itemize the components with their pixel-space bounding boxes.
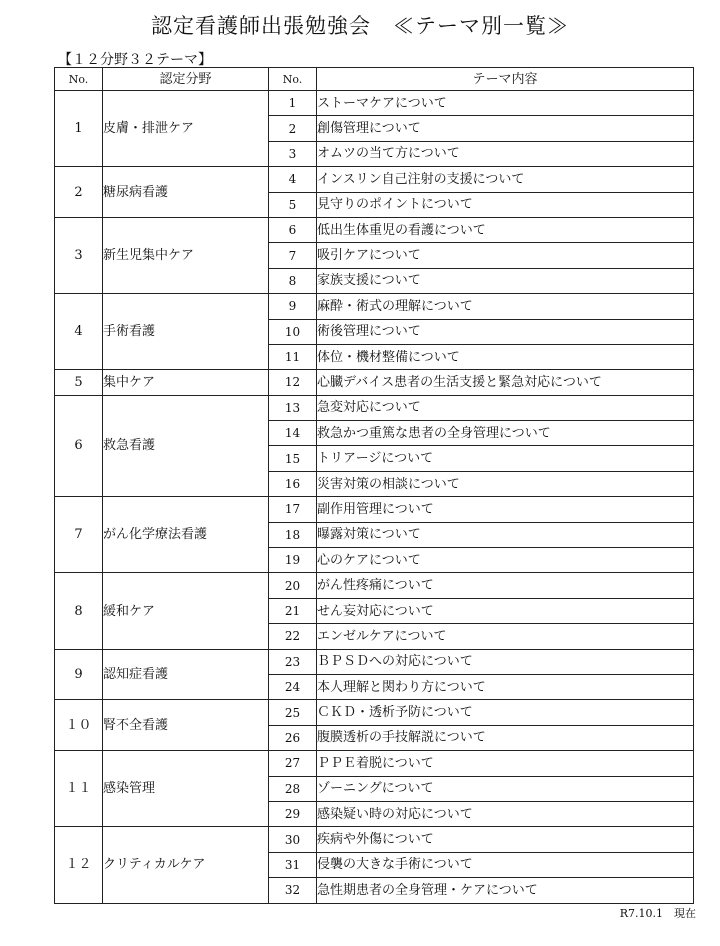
theme-content: 本人理解と関わり方について [317, 674, 694, 699]
theme-content: インスリン自己注射の支援について [317, 167, 694, 192]
theme-number: 12 [269, 370, 317, 395]
theme-content: 見守りのポイントについて [317, 192, 694, 217]
theme-number: 15 [269, 446, 317, 471]
theme-content: 曝露対策について [317, 522, 694, 547]
theme-content: 侵襲の大きな手術について [317, 852, 694, 877]
theme-content: 急変対応について [317, 395, 694, 420]
theme-content: 体位・機材整備について [317, 344, 694, 369]
column-header-theme: テーマ内容 [317, 68, 694, 91]
field-name: 集中ケア [103, 370, 269, 395]
theme-number: 5 [269, 192, 317, 217]
theme-number: 1 [269, 91, 317, 116]
theme-number: 19 [269, 548, 317, 573]
theme-number: 7 [269, 243, 317, 268]
theme-number: 6 [269, 217, 317, 242]
theme-content: ＣＫＤ・透析予防について [317, 700, 694, 725]
field-name: 皮膚・排泄ケア [103, 91, 269, 167]
theme-content: オムツの当て方について [317, 141, 694, 166]
theme-content: 心臓デバイス患者の生活支援と緊急対応について [317, 370, 694, 395]
field-name: 手術看護 [103, 294, 269, 370]
table-header-row [55, 68, 694, 91]
theme-content: 腹膜透析の手技解説について [317, 725, 694, 750]
field-number: 6 [55, 395, 103, 497]
theme-number: 28 [269, 776, 317, 801]
field-name: 救急看護 [103, 395, 269, 497]
theme-content: ＰＰＥ着脱について [317, 751, 694, 776]
theme-content: エンゼルケアについて [317, 624, 694, 649]
theme-number: 30 [269, 827, 317, 852]
field-number: １０ [55, 700, 103, 751]
theme-number: 26 [269, 725, 317, 750]
theme-content: 麻酔・術式の理解について [317, 294, 694, 319]
table-body [55, 91, 694, 904]
field-number: １１ [55, 751, 103, 827]
theme-number: 24 [269, 674, 317, 699]
theme-number: 13 [269, 395, 317, 420]
field-number: 7 [55, 497, 103, 573]
table-row [55, 649, 694, 674]
theme-number: 3 [269, 141, 317, 166]
theme-content: 心のケアについて [317, 548, 694, 573]
field-number: 2 [55, 167, 103, 218]
theme-content: がん性疼痛について [317, 573, 694, 598]
theme-content: 吸引ケアについて [317, 243, 694, 268]
theme-number: 9 [269, 294, 317, 319]
theme-number: 11 [269, 344, 317, 369]
column-header-field: 認定分野 [103, 68, 269, 91]
theme-content: ストーマケアについて [317, 91, 694, 116]
theme-number: 8 [269, 268, 317, 293]
table-row [55, 91, 694, 116]
field-name: がん化学療法看護 [103, 497, 269, 573]
theme-number: 32 [269, 878, 317, 903]
theme-number: 22 [269, 624, 317, 649]
theme-content: 疾病や外傷について [317, 827, 694, 852]
theme-number: 10 [269, 319, 317, 344]
theme-number: 2 [269, 116, 317, 141]
theme-content: 術後管理について [317, 319, 694, 344]
theme-number: 23 [269, 649, 317, 674]
field-name: クリティカルケア [103, 827, 269, 903]
field-number: 9 [55, 649, 103, 700]
theme-content: 創傷管理について [317, 116, 694, 141]
field-number: 3 [55, 217, 103, 293]
theme-content: トリアージについて [317, 446, 694, 471]
field-name: 腎不全看護 [103, 700, 269, 751]
theme-number: 18 [269, 522, 317, 547]
field-number: 8 [55, 573, 103, 649]
theme-content: ゾーニングについて [317, 776, 694, 801]
column-header-no: No. [55, 68, 103, 91]
field-number: 1 [55, 91, 103, 167]
table-row [55, 370, 694, 395]
table-row [55, 827, 694, 852]
table-row [55, 395, 694, 420]
theme-content: 救急かつ重篤な患者の全身管理について [317, 421, 694, 446]
theme-content: 感染疑い時の対応について [317, 801, 694, 826]
field-name: 緩和ケア [103, 573, 269, 649]
theme-number: 16 [269, 471, 317, 496]
theme-number: 21 [269, 598, 317, 623]
field-name: 新生児集中ケア [103, 217, 269, 293]
theme-number: 17 [269, 497, 317, 522]
table-row [55, 751, 694, 776]
theme-number: 29 [269, 801, 317, 826]
field-name: 認知症看護 [103, 649, 269, 700]
theme-content: 家族支援について [317, 268, 694, 293]
table-row [55, 167, 694, 192]
theme-content: 低出生体重児の看護について [317, 217, 694, 242]
theme-content: ＢＰＳＤへの対応について [317, 649, 694, 674]
theme-table [54, 67, 694, 904]
table-row [55, 497, 694, 522]
theme-number: 14 [269, 421, 317, 446]
field-name: 糖尿病看護 [103, 167, 269, 218]
theme-number: 27 [269, 751, 317, 776]
field-number: 5 [55, 370, 103, 395]
theme-content: せん妄対応について [317, 598, 694, 623]
column-header-theme-no: No. [269, 68, 317, 91]
table-subtitle: 【１２分野３２テーマ】 [58, 52, 212, 68]
theme-number: 25 [269, 700, 317, 725]
table-row [55, 700, 694, 725]
theme-content: 副作用管理について [317, 497, 694, 522]
theme-content: 急性期患者の全身管理・ケアについて [317, 878, 694, 903]
as-of-date: R7.10.1 現在 [619, 907, 696, 920]
table-row [55, 217, 694, 242]
theme-number: 4 [269, 167, 317, 192]
table-row [55, 294, 694, 319]
page-title: 認定看護師出張勉強会 ≪テーマ別一覧≫ [151, 14, 569, 38]
field-number: 4 [55, 294, 103, 370]
table-row [55, 573, 694, 598]
theme-content: 災害対策の相談について [317, 471, 694, 496]
theme-number: 31 [269, 852, 317, 877]
field-number: １２ [55, 827, 103, 903]
field-name: 感染管理 [103, 751, 269, 827]
theme-number: 20 [269, 573, 317, 598]
